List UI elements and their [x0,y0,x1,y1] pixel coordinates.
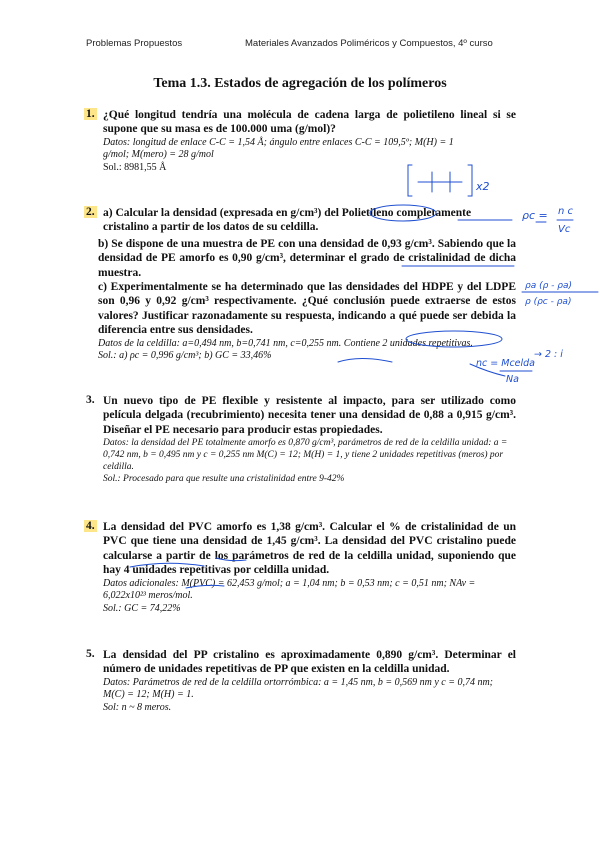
page-title: Tema 1.3. Estados de agregación de los polímeros [153,76,447,91]
annotation-arrow: → 2 : i [534,349,563,360]
problem-question: La densidad del PVC amorfo es 1,38 g/cm³. Calcular el % de cristalinidad de un PVC que tiene una densidad de 1,45 g/cm³. La densidad del PVC cristalino puede calcularse a partir de los parámetros de red de la celdilla unidad, suponiendo que hay 4 unidades repetitivas por celdilla unidad. [103,521,516,577]
problem-part-b: b) Se dispone de una muestra de PE con una densidad de 0,93 g/cm³. Sabiendo que la densidad de PE amorfo es 0,90 g/cm³, determinar el grado de cristalinidad de dicha muestra. [98,237,516,279]
problem-solution: Sol.: 8981,55 Å [103,162,167,173]
problem-solution: Sol.: a) ρc = 0,996 g/cm³; b) GC = 33,46% [98,350,272,362]
problem-number: 1. [86,108,95,120]
annotation-rho-c: ρc = [522,209,548,222]
problem-data: Datos: longitud de enlace C-C = 1,54 Å; ángulo entre enlaces C-C = 109,5º; M(H) = 1 [103,136,454,148]
problem-number: 4. [86,520,95,532]
problem-5 [86,648,516,715]
problem-4 [86,520,516,615]
header-right: Materiales Avanzados Poliméricos y Compuestos, 4º curso [245,38,493,49]
problem-solution: Sol: n ~ 8 meros. [103,702,172,713]
problem-question: La densidad del PP cristalino es aproximadamente 0,890 g/cm³. Determinar el número de unidades repetitivas de PP que existen en la celdilla unidad. [103,649,516,676]
problem-1 [86,108,516,175]
annotation-na: Na [506,374,519,385]
problem-3 [86,394,516,485]
problem-question: ¿Qué longitud tendría una molécula de cadena larga de polietileno lineal si se supone que su masa es de 100.000 uma (g/mol)? [103,109,516,136]
problem-number: 5. [86,648,95,660]
annotation-fraction-bottom: ρ (ρc - ρa) [525,297,572,307]
problem-data: Datos de la celdilla: a=0,494 nm, b=0,741 nm, c=0,255 nm. Contiene 2 unidades repetitivas. [98,337,473,349]
annotation-nc-eq: nc = Mcelda [476,358,535,369]
problem-number: 3. [86,394,95,406]
problem-part-c: c) Experimentalmente se ha determinado que las densidades del HDPE y del LDPE son 0,96 y 0,92 g/cm³ respectivamente. ¿Qué conclusión puede extraerse de estos valores? Justificar razonadamente su respuesta, indicando a qué puede ser debida la diferencia entre sus densidades. [98,281,516,337]
annotation-nc: n c [558,206,574,217]
annotation-x2: x2 [476,180,490,193]
problem-data: Datos: la densidad del PE totalmente amorfo es 0,870 g/cm³, parámetros de red de la celdilla unidad: a = 0,742 nm, b = 0,495 nm y c = 0,255 nm M(C) = 12; M(H) = 1, y tiene 2 unidades repetitivas (meros) por celdilla. [103,438,508,473]
problem-data: Datos: Parámetros de red de la celdilla ortorrómbica: a = 1,45 nm, b = 0,569 nm y c = 0,74 nm; M(C) = 12; M(H) = 1. [103,676,494,701]
problem-part-a: cristalino a partir de los datos de su celdilla. [103,221,319,234]
annotation-fraction-top: ρa (ρ - ρa) [525,281,573,291]
problem-question: Un nuevo tipo de PE flexible y resistente al impacto, para ser utilizado como película delgada (recubrimiento) necesita tener una densidad de 0,88 a 0,915 g/cm³. Diseñar el PE necesario para producir estas propiedades. [103,395,516,436]
problem-number: 2. [86,206,95,218]
header-left: Problemas Propuestos [86,38,183,49]
problem-solution: Sol.: Procesado para que resulte una cristalinidad entre 9-42% [103,474,345,485]
problem-part-a: a) Calcular la densidad (expresada en g/cm³) del Polietileno completamente [103,207,472,219]
problem-data: g/mol; M(mero) = 28 g/mol [103,149,214,161]
problem-data: Datos adicionales: M(PVC) = 62,453 g/mol; a = 1,04 nm; b = 0,53 nm; c = 0,51 nm; NAv = 6,022x10²³ meros/mol. [103,577,476,602]
problem-2 [86,206,516,363]
annotation-vc: Vc [558,224,571,235]
problem-solution: Sol.: GC = 74,22% [103,602,181,614]
